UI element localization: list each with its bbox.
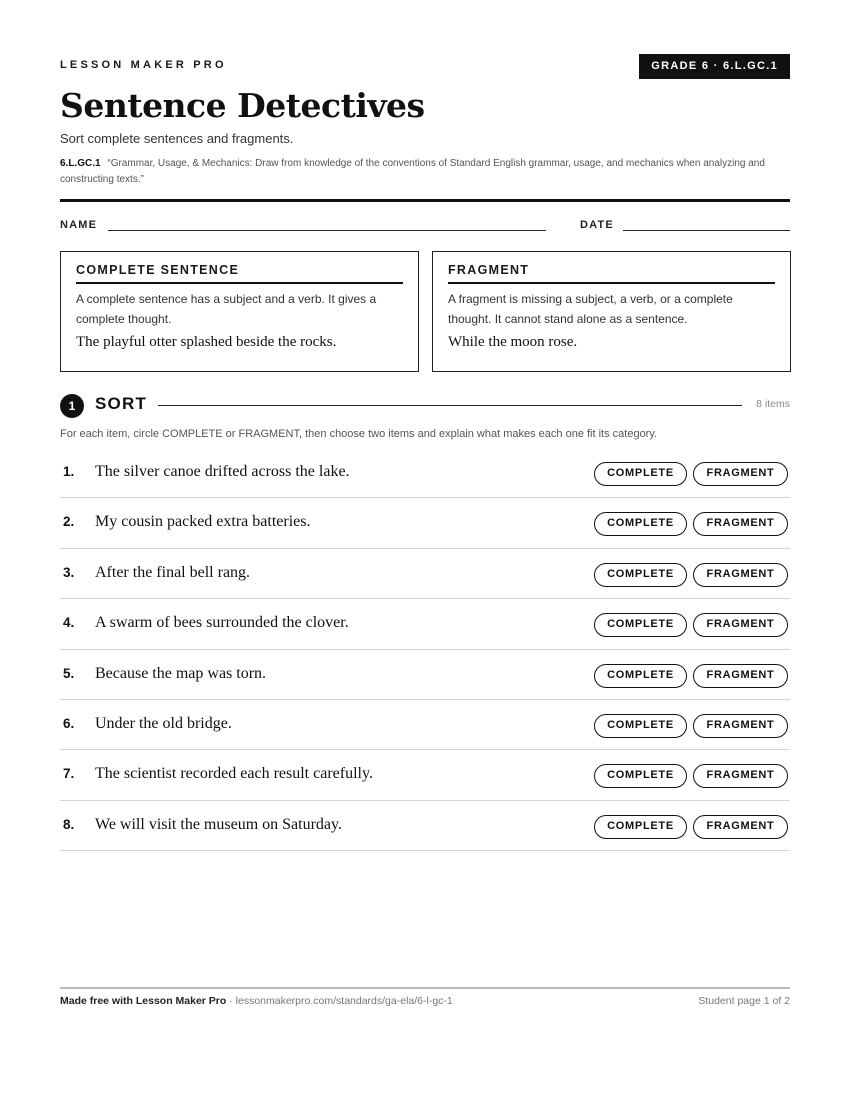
section-instructions: For each item, circle COMPLETE or FRAGMENT, then choose two items and explain what makes each one fit its category. [60, 428, 658, 440]
item-number: 4. [63, 615, 75, 631]
standard-text: “Grammar, Usage, & Mechanics: Draw from knowledge of the conventions of Standard English grammar, usage, and mechanics when analyzing and constructing texts.” [60, 158, 765, 185]
standard-description [60, 156, 790, 188]
fragment-choice-button[interactable]: FRAGMENT [693, 613, 788, 637]
fragment-choice-button[interactable]: FRAGMENT [693, 815, 788, 839]
section-divider [158, 405, 742, 406]
definition-complete-sentence [60, 251, 419, 372]
definition-heading: COMPLETE SENTENCE [76, 263, 403, 284]
name-label: NAME [60, 219, 98, 231]
item-sentence: The silver canoe drifted across the lake. [95, 463, 350, 480]
item-number: 5. [63, 665, 75, 681]
complete-choice-button[interactable]: COMPLETE [594, 664, 687, 688]
item-sentence: Because the map was torn. [95, 664, 267, 682]
complete-choice-button[interactable]: COMPLETE [594, 512, 687, 536]
list-item [60, 801, 790, 851]
item-sentence: A swarm of bees surrounded the clover. [95, 614, 349, 632]
item-number: 2. [63, 514, 75, 530]
section-header [60, 393, 790, 417]
item-number: 6. [63, 715, 75, 731]
page-subtitle: Sort complete sentences and fragments. [60, 131, 294, 146]
date-label: DATE [580, 219, 614, 231]
item-number: 8. [63, 816, 75, 832]
item-sentence: The scientist recorded each result carefully. [95, 765, 373, 783]
item-count: 8 items [756, 398, 790, 410]
list-item [60, 650, 790, 700]
definition-example: While the moon rose. [448, 334, 578, 350]
footer-separator: · [226, 995, 236, 1007]
section-number-badge: 1 [60, 394, 84, 418]
footer-divider [60, 987, 790, 989]
complete-choice-button[interactable]: COMPLETE [594, 563, 687, 587]
item-sentence: My cousin packed extra batteries. [95, 513, 311, 531]
item-number: 3. [63, 564, 75, 580]
list-item [60, 498, 790, 548]
list-item [60, 750, 790, 800]
complete-choice-button[interactable]: COMPLETE [594, 815, 687, 839]
item-sentence: After the final bell rang. [95, 563, 251, 581]
section-title: SORT [95, 394, 148, 413]
sort-items-list [60, 448, 790, 851]
footer-page-number: Student page 1 of 2 [698, 995, 790, 1007]
footer-made-with: Made free with Lesson Maker Pro [60, 995, 227, 1007]
brand-name: LESSON MAKER PRO [60, 59, 227, 71]
complete-choice-button[interactable]: COMPLETE [594, 462, 687, 486]
fragment-choice-button[interactable]: FRAGMENT [693, 563, 788, 587]
grade-badge: GRADE 6 · 6.L.GC.1 [639, 54, 790, 79]
definition-description: A complete sentence has a subject and a verb. It gives a complete thought. [76, 292, 377, 326]
complete-choice-button[interactable]: COMPLETE [594, 764, 687, 788]
definition-heading: FRAGMENT [448, 263, 775, 284]
standard-code: 6.L.GC.1 [60, 158, 101, 169]
fragment-choice-button[interactable]: FRAGMENT [693, 714, 788, 738]
item-number: 7. [63, 766, 75, 782]
list-item [60, 700, 790, 750]
definition-description: A fragment is missing a subject, a verb, or a complete thought. It cannot stand alone as a sentence. [448, 292, 733, 326]
list-item [60, 448, 790, 498]
complete-choice-button[interactable]: COMPLETE [594, 714, 687, 738]
header-divider [60, 199, 790, 202]
student-fields [60, 219, 790, 235]
list-item [60, 599, 790, 649]
fragment-choice-button[interactable]: FRAGMENT [693, 764, 788, 788]
item-sentence: Under the old bridge. [95, 714, 232, 732]
fragment-choice-button[interactable]: FRAGMENT [693, 664, 788, 688]
item-sentence: We will visit the museum on Saturday. [95, 815, 342, 833]
page-title: Sentence Detectives [60, 86, 425, 125]
complete-choice-button[interactable]: COMPLETE [594, 613, 687, 637]
fragment-choice-button[interactable]: FRAGMENT [693, 512, 788, 536]
fragment-choice-button[interactable]: FRAGMENT [693, 462, 788, 486]
footer-credit [60, 995, 453, 1007]
item-number: 1. [63, 464, 75, 479]
date-write-line[interactable] [623, 230, 790, 231]
definition-fragment [432, 251, 791, 372]
name-write-line[interactable] [108, 230, 546, 231]
footer-url[interactable]: lessonmakerpro.com/standards/ga-ela/6-l-gc-1 [235, 995, 453, 1007]
list-item [60, 549, 790, 599]
definition-example: The playful otter splashed beside the rocks. [76, 334, 337, 350]
